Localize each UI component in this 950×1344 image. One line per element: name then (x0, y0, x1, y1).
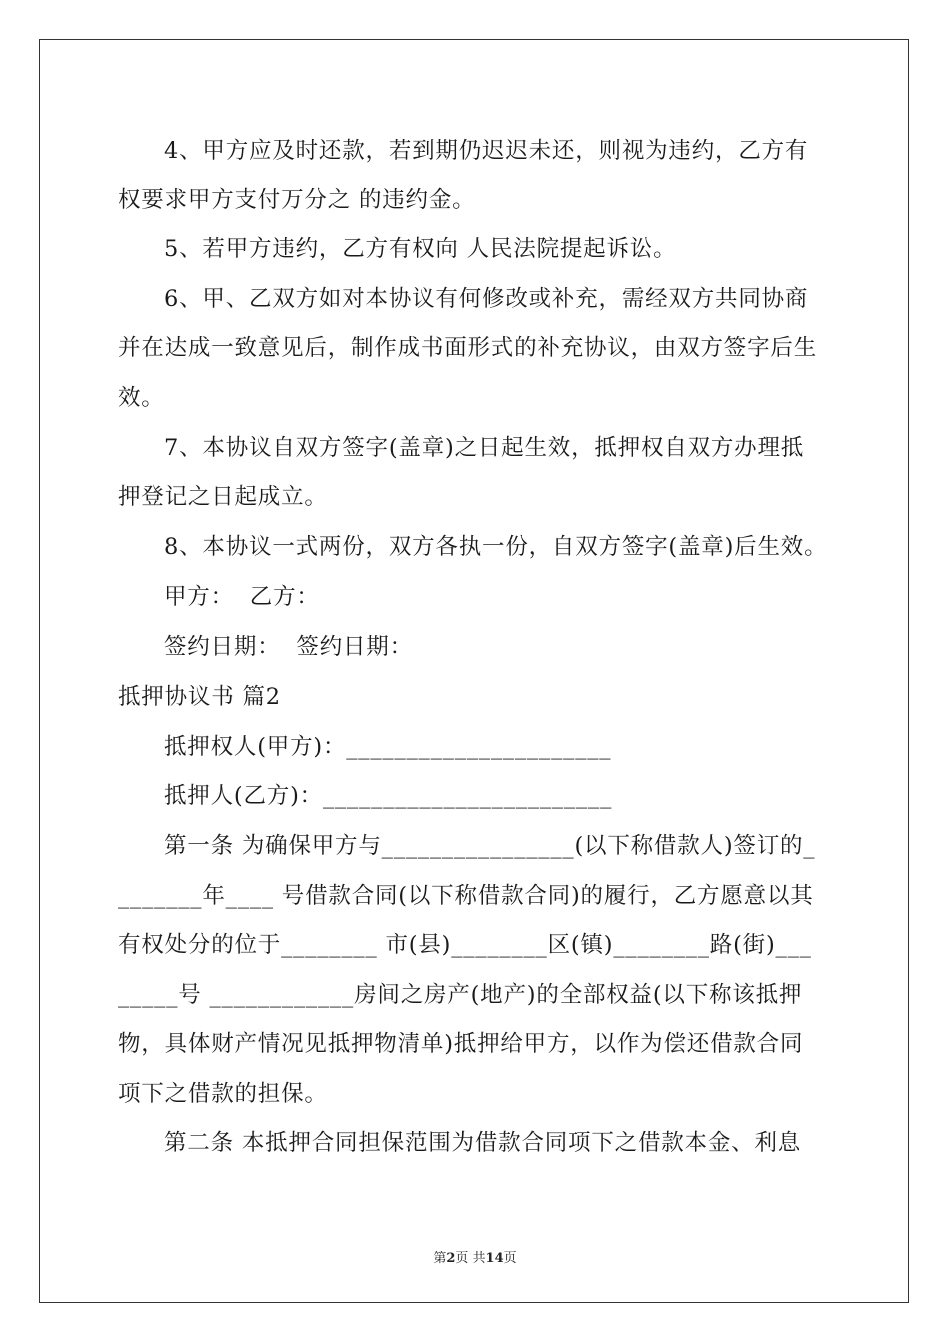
article-1-line-3: 有权处分的位于________ 市(县)________区(镇)________路(街)___ (118, 932, 812, 958)
clause-6-line-2: 并在达成一致意见后，制作成书面形式的补充协议，由双方签字后生 (118, 335, 818, 361)
signature-dates: 签约日期： 签约日期： (164, 634, 413, 660)
current-page-number: 2 (446, 1251, 456, 1266)
clause-5: 5、若甲方违约，乙方有权向 人民法院提起诉讼。 (164, 236, 677, 262)
clause-4-line-2: 权要求甲方支付万分之 的违约金。 (118, 187, 476, 213)
article-1-line-4: _____号 ____________房间之房产(地产)的全部权益(以下称该抵押 (118, 982, 803, 1008)
article-1-line-1: 第一条 为确保甲方与________________(以下称借款人)签订的_ (164, 833, 816, 859)
page-footer (0, 1247, 950, 1266)
page-border (39, 39, 909, 1303)
footer-suffix: 页 (503, 1251, 517, 1266)
article-2-line-1: 第二条 本抵押合同担保范围为借款合同项下之借款本金、利息 (164, 1130, 802, 1156)
mortgagee-field: 抵押权人(甲方)：______________________ (164, 734, 612, 760)
article-1-line-6: 项下之借款的担保。 (118, 1081, 328, 1107)
signature-parties: 甲方： 乙方： (164, 584, 320, 610)
clause-7-line-1: 7、本协议自双方签字(盖章)之日起生效，抵押权自双方办理抵 (164, 435, 805, 461)
clause-7-line-2: 押登记之日起成立。 (118, 484, 328, 510)
clause-6-line-1: 6、甲、乙双方如对本协议有何修改或补充，需经双方共同协商 (164, 286, 809, 312)
footer-prefix: 第 (433, 1251, 447, 1266)
clause-6-line-3: 效。 (118, 385, 165, 411)
clause-4-line-1: 4、甲方应及时还款，若到期仍迟迟未还，则视为违约，乙方有 (164, 138, 809, 164)
footer-mid: 页 共 (455, 1251, 486, 1266)
total-pages-number: 14 (485, 1251, 504, 1266)
mortgagor-field: 抵押人(乙方)：________________________ (164, 783, 613, 809)
article-1-line-2: _______年____ 号借款合同(以下称借款合同)的履行，乙方愿意以其 (118, 883, 814, 909)
clause-8: 8、本协议一式两份，双方各执一份，自双方签字(盖章)后生效。 (164, 534, 828, 560)
article-1-line-5: 物，具体财产情况见抵押物清单)抵押给甲方，以作为偿还借款合同 (118, 1031, 804, 1057)
section-heading: 抵押协议书 篇2 (118, 684, 281, 710)
